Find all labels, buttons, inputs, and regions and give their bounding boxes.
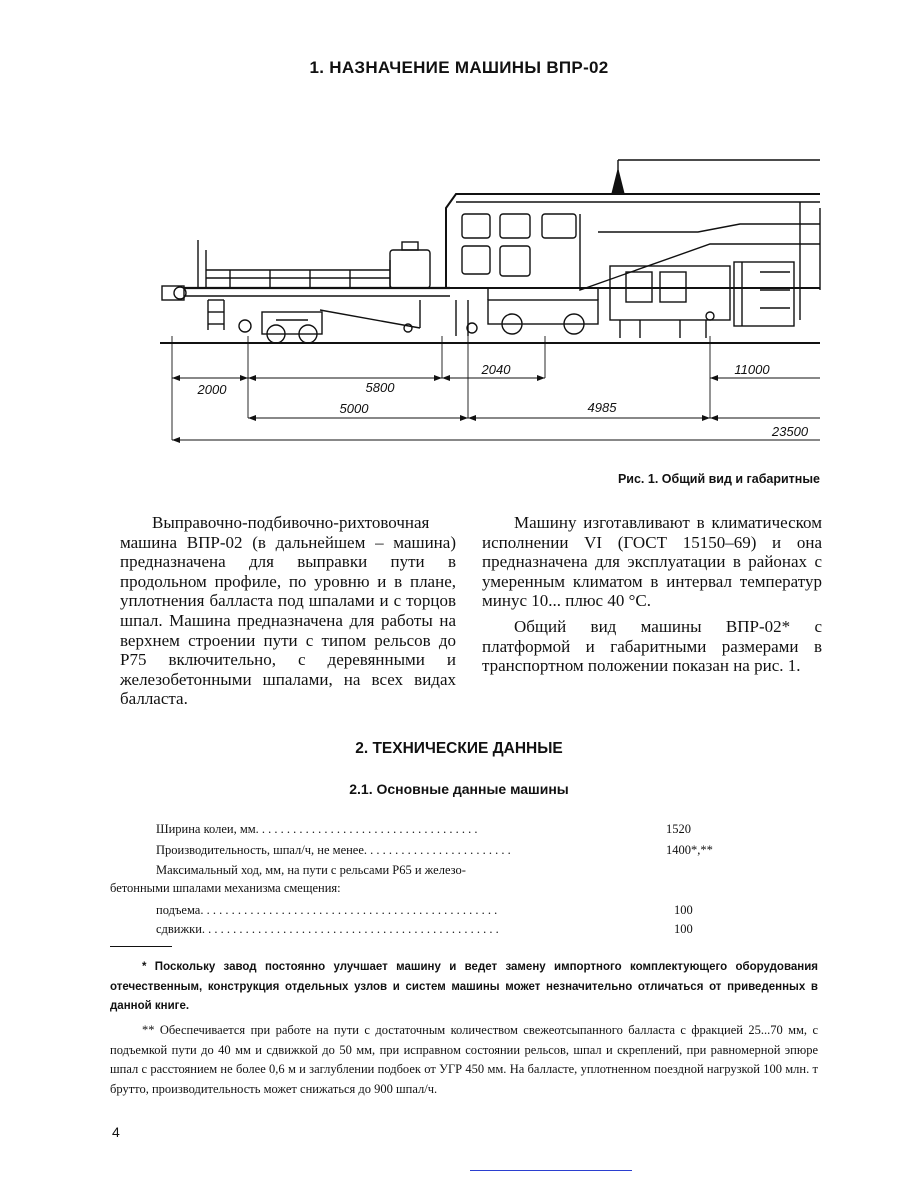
footnote-1: * Поскольку завод постоянно улучшает машину и ведет замену импортного комплектующего оборудования отечественным, конструкция отдельных узлов и систем машины может незначительно отличаться от приведенных в данной книге. — [110, 961, 818, 1012]
paragraph: Выправочно-подбивочно-рихтовочная машина ВПР-02 (в дальнейшем – машина) предназначена для выправки пути в продольном профиле, по уровню и в плане, уплотнения балласта под шпалами и с торцов шпал. Машина предназначена для работы на верхнем строении пути с типом рельсов до Р75 включительно, с деревянными и железобетонными шпалами, на всех видах балласта. — [120, 513, 456, 709]
spec-value: 100 — [674, 922, 693, 936]
dot-leader: . . . . . . . . . . . . . . . . . . . . . . . . . . . . . . . . . . . . . . . . . . . . . . . . — [201, 922, 499, 936]
dim-5000: 5000 — [339, 401, 369, 416]
page-number: 4 — [112, 1124, 120, 1140]
spec-value: 100 — [674, 903, 693, 917]
spec-label: сдвижки — [156, 922, 202, 936]
spec-row-lift — [156, 902, 696, 918]
paragraph: Общий вид машины ВПР-02* с платформой и габаритными размерами в транспортном положении показан на рис. 1. — [482, 616, 822, 676]
dim-5800: 5800 — [365, 380, 395, 395]
subsection-title: 2.1. Основные данные машины — [349, 781, 569, 797]
dim-4985: 4985 — [587, 400, 617, 415]
dot-leader: . . . . . . . . . . . . . . . . . . . . . . . . . . . . . . . . . . . . — [255, 822, 478, 836]
figure-caption: Рис. 1. Общий вид и габаритные — [617, 472, 820, 486]
coupler — [162, 286, 184, 300]
dim-2040: 2040 — [481, 362, 511, 377]
spec-label: Производительность, шпал/ч, не менее — [156, 843, 364, 857]
spec-value: 1400*,** — [666, 843, 713, 857]
spec-row-productivity — [156, 842, 716, 858]
footnote-divider — [110, 946, 172, 947]
intro-column-right — [482, 513, 822, 676]
spec-label: Ширина колеи, мм — [156, 822, 256, 836]
paragraph: Машину изготавливают в климатическом исполнении VI (ГОСТ 15150–69) и она предназначена для эксплуатации в районах с умеренным климатом в интервал температур минус 10... плюс 40 °С. — [482, 513, 822, 611]
section-title: 1. НАЗНАЧЕНИЕ МАШИНЫ ВПР-02 — [309, 58, 609, 77]
dim-2000: 2000 — [197, 382, 227, 397]
footnote-2: ** Обеспечивается при работе на пути с достаточным количеством свежеотсыпанного балласта с фракцией 25...70 мм, с подъемкой пути до 40 мм и сдвижкой до 50 мм, при исправном состоянии рельсов, шпал и скреплений, при равномерной эпюре шпал с расстоянием не более 0,6 м и заглублении подбоек от УГР 450 мм. На балласте, уплотненном поездной нагрузкой 100 млн. т брутто, производительность может снижаться до 900 шпал/ч. — [110, 1023, 818, 1096]
dot-leader: . . . . . . . . . . . . . . . . . . . . . . . . . . . . . . . . . . . . . . . . . . . . . . . . — [200, 903, 498, 917]
dim-11000: 11000 — [734, 362, 770, 377]
machine-drawing — [150, 150, 830, 450]
dot-leader: . . . . . . . . . . . . . . . . . . . . . . . . — [363, 843, 511, 857]
spec-row-shift — [156, 921, 696, 937]
intro-column-left — [120, 513, 456, 709]
section-title: 2. ТЕХНИЧЕСКИЕ ДАННЫЕ — [355, 740, 563, 757]
dim-23500: 23500 — [771, 424, 809, 439]
bottom-link-underline — [470, 1170, 632, 1171]
spec-text-line: бетонными шпалами механизма смещения: — [110, 881, 341, 895]
spec-label: подъема — [156, 903, 201, 917]
spec-row-gauge — [156, 821, 696, 837]
spec-text-line: Максимальный ход, мм, на пути с рельсами Р65 и железо- — [156, 863, 466, 877]
spec-value: 1520 — [666, 822, 691, 836]
